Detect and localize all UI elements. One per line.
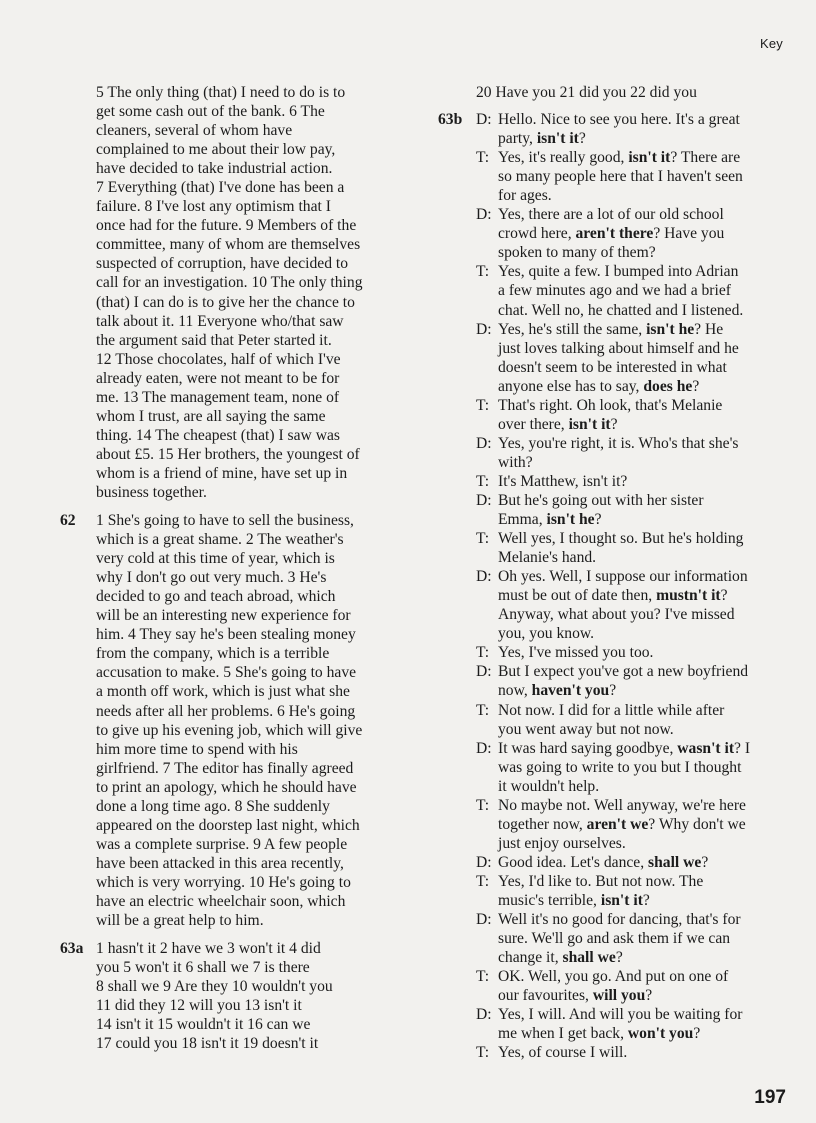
dialogue-text-part: Yes, there are a lot of our old school crowd here, [498,206,724,243]
dialogue-text-part: It was hard saying goodbye, [498,739,678,757]
speaker-label: D: [476,111,492,129]
speaker-label: D: [476,434,492,452]
dialogue-text [498,529,798,567]
dialogue-line [476,262,798,319]
dialogue-text [498,567,798,643]
dialogue-text-part: Yes, of course I will. [498,1044,628,1062]
dialogue-line [476,643,798,662]
dialogue-line [476,396,798,434]
dialogue-text-part: Yes, I'd like to. But not now. The music's terrible, [498,872,704,909]
running-header: Key [759,36,783,51]
answer-text: 5 The only thing (that) I need to do is to get some cash out of the bank. 6 The cleaners, several of whom have complained to me about their low pay, have decided to take industrial action. 7 Everything (that) I've done has been a failure. 8 I've lost any optimism that I once had for the future. 9 Members of the committee, many of whom are themselves suspected of corruption, have decided to call for an investigation. 10 The only thing (that) I can do is to give her the chance to talk about it. 11 Everyone who/that saw the argument said that Peter started it. 12 Those chocolates, half of which I've already eaten, were not meant to be for me. 13 The management team, none of whom I trust, are all saying the same thing. 14 The cheapest (that) I saw was about £5. 15 Her brothers, the youngest of whom is a friend of mine, have set up in business together. [96,84,363,501]
dialogue-text [498,1005,798,1043]
question-tag: will you [592,987,646,1005]
dialogue-text-part: Good idea. Let's dance, [498,853,649,871]
dialogue-text-part: ? [594,511,602,529]
question-tag: mustn't it [656,587,721,605]
speaker-label: T: [476,149,490,167]
dialogue-line [476,872,798,910]
dialogue-text-part: That's right. Oh look, that's Melanie over there, [498,396,723,433]
dialogue-text-part: But he's going out with her sister Emma, [498,491,704,529]
speaker-label: D: [476,1006,492,1024]
speaker-label: T: [476,1044,490,1062]
dialogue-text-part: Hello. Nice to see you here. It's a great party, [498,111,740,148]
speaker-label: T: [476,530,490,548]
dialogue-text [498,262,798,319]
dialogue-text [498,396,798,434]
question-tag: isn't it [628,149,671,167]
dialogue-text-part: Yes, it's really good, [498,149,629,167]
dialogue-text-part: ? [693,1025,701,1043]
dialogue-text-part: Well yes, I thought so. But he's holding Melanie's hand. [498,530,744,567]
dialogue-text [498,910,798,967]
section-number: 62 [60,512,76,530]
dialogue-text-part: ? [701,853,709,871]
dialogue-text-part: Yes, you're right, it is. Who's that she's with? [498,434,739,471]
dialogue-text-part: ? [615,949,623,967]
dialogue-line [476,472,798,491]
dialogue-text-part: No maybe not. Well anyway, we're here together now, [498,796,746,833]
answer-text: 20 Have you 21 did you 22 did you [476,84,697,101]
dialogue-text [498,739,798,796]
speaker-label: D: [476,853,492,871]
dialogue-text-part: ? [645,987,653,1005]
speaker-label: T: [476,472,490,490]
speaker-label: T: [476,796,490,814]
dialogue-text [498,472,798,491]
question-tag: won't you [627,1025,694,1043]
speaker-label: D: [476,206,492,224]
dialogue-line [476,529,798,567]
dialogue-text-part: ? There are so many people here that I haven't seen for ages. [498,149,743,205]
speaker-label: D: [476,320,492,338]
speaker-label: D: [476,568,492,586]
dialogue-text-part: Oh yes. Well, I suppose our information must be out of date then, [498,568,748,605]
speaker-label: T: [476,701,490,719]
speaker-label: T: [476,396,490,414]
speaker-label: D: [476,663,492,681]
dialogue-text-part: Not now. I did for a little while after you went away but not now. [498,701,725,738]
dialogue-text [498,205,798,262]
question-tag: shall we [648,853,702,871]
dialogue-text [498,1043,798,1062]
dialogue-text [498,148,798,205]
question-tag: isn't he [546,511,595,529]
section-63a [60,939,420,1053]
dialogue-line [476,320,798,396]
speaker-label: T: [476,263,490,281]
dialogue [476,110,798,1062]
speaker-label: T: [476,644,490,662]
dialogue-text [498,662,798,700]
dialogue-line [476,662,798,700]
dialogue-line [476,910,798,967]
section-63b [438,110,798,1062]
answer-text: 1 hasn't it 2 have we 3 won't it 4 did you 5 won't it 6 shall we 7 is there 8 shall we 9 Are they 10 wouldn't you 11 did they 12 will you 13 isn't it 14 isn't it 15 wouldn't it 16 can we 17 could you 18 isn't it 19 doesn't it [96,940,333,1053]
dialogue-text-part: ? [609,682,617,700]
dialogue-text-part: Yes, he's still the same, [498,320,647,338]
dialogue-text-part: ? [692,377,700,395]
right-column [438,83,798,1071]
dialogue-line [476,1043,798,1062]
dialogue-text-part: But I expect you've got a new boyfriend now, [498,663,749,700]
dialogue-text [498,872,798,910]
dialogue-line [476,434,798,472]
question-tag: does he [643,377,693,395]
dialogue-text-part: ? [610,415,618,433]
speaker-label: D: [476,491,492,509]
dialogue-text [498,491,798,529]
speaker-label: D: [476,911,492,929]
dialogue-text [498,110,798,148]
dialogue-line [476,110,798,148]
dialogue-text [498,853,798,872]
dialogue-text-part: ? [642,891,650,909]
dialogue-text-part: ? Why don't we just enjoy ourselves. [498,815,746,852]
dialogue-text-part: ? [578,130,586,148]
dialogue-line [476,148,798,205]
page-number: 197 [754,1087,786,1108]
dialogue-text-part: Yes, I will. And will you be waiting for me when I get back, [498,1006,743,1043]
question-tag: isn't he [646,320,695,338]
section-number: 63b [438,111,463,129]
question-tag: isn't it [536,130,579,148]
question-tag: aren't there [575,225,654,243]
dialogue-text [498,796,798,853]
section-63a-continuation [438,83,798,102]
dialogue-text [498,434,798,472]
dialogue-text [498,643,798,662]
question-tag: aren't we [586,815,649,833]
section-62 [60,511,420,930]
dialogue-text-part: Well it's no good for dancing, that's for sure. We'll go and ask them if we can change it, [498,911,741,967]
dialogue-text-part: Yes, I've missed you too. [498,644,654,662]
dialogue-line [476,567,798,643]
dialogue-line [476,967,798,1005]
dialogue-text [498,967,798,1005]
answer-text: 1 She's going to have to sell the business, which is a great shame. 2 The weather's very cold at this time of year, which is why I don't go out very much. 3 He's decided to go and teach abroad, which will be an interesting new experience for him. 4 They say he's been stealing money from the company, which is a terrible accusation to make. 5 She's going to have a month off work, which is just what she needs after all her problems. 6 He's going to give up his evening job, which will give him more time to spend with his girlfriend. 7 The editor has finally agreed to print an apology, which he should have done a long time ago. 8 She suddenly appeared on the doorstep last night, which was a complete surprise. 9 A few people have been attacked in this area recently, which is very worrying. 10 He's going to have an electric wheelchair soon, which will be a great help to him. [96,512,363,930]
question-tag: shall we [562,949,616,967]
section-61-continuation [60,83,420,502]
dialogue-text [498,320,798,396]
dialogue-text [498,701,798,739]
dialogue-text-part: ? He just loves talking about himself and he doesn't seem to be interested in what anyone else has to say, [498,320,739,395]
speaker-label: D: [476,739,492,757]
speaker-label: T: [476,872,490,890]
question-tag: isn't it [600,891,643,909]
question-tag: isn't it [568,415,611,433]
dialogue-text-part: ? Anyway, what about you? I've missed you, you know. [498,587,735,643]
dialogue-text-part: ? Have you spoken to many of them? [498,225,725,262]
dialogue-line [476,739,798,796]
dialogue-text-part: OK. Well, you go. And put on one of our favourites, [498,968,729,1005]
dialogue-line [476,701,798,739]
dialogue-text-part: ? I was going to write to you but I thought it wouldn't help. [498,739,751,795]
dialogue-line [476,205,798,262]
dialogue-line [476,796,798,853]
dialogue-line [476,491,798,529]
dialogue-text-part: Yes, quite a few. I bumped into Adrian a few minutes ago and we had a brief chat. Well no, he chatted and I listened. [498,263,744,319]
section-number: 63a [60,940,84,958]
speaker-label: T: [476,968,490,986]
left-column [60,83,420,1062]
dialogue-text-part: It's Matthew, isn't it? [498,472,628,490]
dialogue-line [476,853,798,872]
question-tag: wasn't it [677,739,735,757]
dialogue-line [476,1005,798,1043]
question-tag: haven't you [531,682,610,700]
